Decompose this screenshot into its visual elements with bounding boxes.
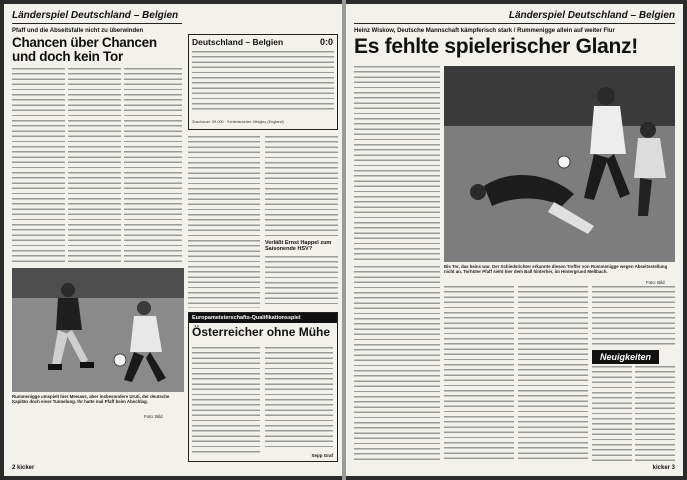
left-photo-caption: Rummenigge umspielt hier Meeuws, aber insbesondere Uruti, der deutsche Kapitän doch einer Tunnelung. Ihr hatte mal Pfaff beim Abschlag. bbox=[12, 394, 170, 405]
right-article-col-1 bbox=[354, 66, 440, 262]
right-photo-caption: Bis Tor, das keins war. Der Schiedsrichter erkannte diesen Treffer von Rummenigge wegen Abseitsstellung nicht an. Torhüter Pfaff sieht hier dem Ball hinterher, im Hintergrund Meßbach. bbox=[444, 264, 668, 275]
match-photo-left bbox=[12, 268, 184, 392]
euro-box-headline: Österreicher ohne Mühe bbox=[192, 325, 331, 339]
left-article-col-2 bbox=[68, 68, 121, 264]
match-box bbox=[188, 34, 338, 130]
right-folio: kicker 3 bbox=[652, 465, 675, 471]
right-kicker: Länderspiel Deutschland – Belgien bbox=[508, 10, 675, 21]
right-page bbox=[346, 4, 683, 476]
news-col-1 bbox=[592, 366, 632, 462]
news-label: Neuigkeiten bbox=[592, 350, 659, 364]
happel-article bbox=[265, 256, 338, 308]
right-article-col-3 bbox=[444, 286, 514, 462]
match-photo-right bbox=[444, 66, 675, 262]
happel-headline: Verläßt Ernst Happel zum Saisonende HSV? bbox=[265, 240, 332, 252]
left-headline: Chancen über Chancen und doch kein Tor bbox=[12, 35, 157, 65]
left-kicker-rule bbox=[12, 23, 182, 24]
right-kicker-rule bbox=[354, 23, 675, 24]
right-subhead: Heinz Wiskow, Deutsche Mannschaft kämpferisch stark / Rummenigge allein auf weiter Flur bbox=[354, 28, 615, 34]
left-subhead: Pfaff und die Abseitsfalle nicht zu überwinden bbox=[12, 28, 144, 34]
left-article-col-3 bbox=[124, 68, 182, 264]
euro-box-kicker: Europameisterschafts-Qualifikationsspiel bbox=[189, 313, 337, 323]
left-kicker: Länderspiel Deutschland – Belgien bbox=[12, 10, 179, 21]
match-score: 0:0 bbox=[319, 37, 333, 47]
right-article-col-4 bbox=[518, 286, 588, 462]
left-folio: 2 kicker bbox=[12, 465, 35, 471]
news-col-2 bbox=[635, 366, 675, 462]
euro-box-col-2 bbox=[265, 347, 333, 447]
right-headline: Es fehlte spielerischer Glanz! bbox=[354, 35, 638, 58]
match-box-title: Deutschland – Belgien bbox=[192, 37, 284, 47]
euro-qualifier-box bbox=[188, 312, 338, 462]
left-photo-credit: Foto: Bild bbox=[144, 414, 163, 419]
right-article-col-5 bbox=[592, 286, 675, 346]
euro-box-col-1 bbox=[192, 347, 260, 455]
left-article-col-1 bbox=[12, 68, 65, 264]
left-article-col-4 bbox=[188, 136, 260, 308]
left-page bbox=[4, 4, 342, 476]
match-note: Zuschauer: 39.000 · Schiedsrichter: Midgley (England) bbox=[192, 120, 284, 125]
left-article-col-5 bbox=[265, 136, 338, 236]
euro-box-author: Sepp Graf bbox=[311, 453, 333, 458]
match-lineups bbox=[192, 51, 334, 113]
right-article-col-2 bbox=[354, 266, 440, 462]
right-photo-credit: Foto: Bild bbox=[646, 280, 665, 285]
